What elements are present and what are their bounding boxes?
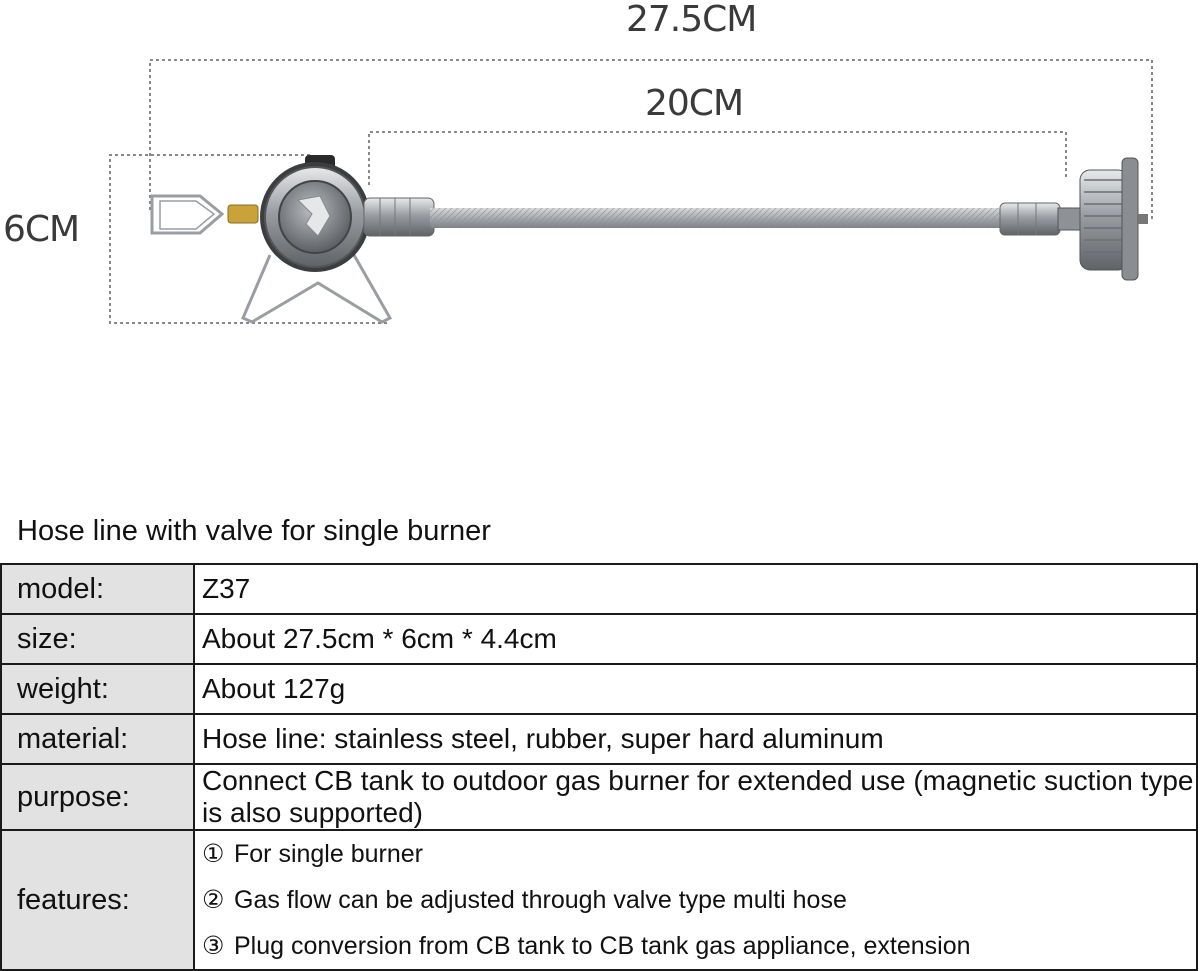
features-list xyxy=(194,830,1197,970)
spec-value: Hose line: stainless steel, rubber, super hard aluminum xyxy=(194,714,1197,764)
table-row xyxy=(1,664,1197,714)
braided-hose xyxy=(430,208,1005,228)
table-row xyxy=(1,830,1197,970)
brass-fitting xyxy=(228,205,258,223)
valve-body xyxy=(260,155,434,272)
product-illustration xyxy=(0,0,1200,480)
overall-length-label: 27.5CM xyxy=(626,0,757,40)
spec-key: model: xyxy=(1,564,194,614)
feature-number: ② xyxy=(202,885,225,914)
hanger-bracket xyxy=(152,196,222,233)
feature-text: Plug conversion from CB tank to CB tank gas appliance, extension xyxy=(234,932,971,960)
spec-value: Connect CB tank to outdoor gas burner for extended use (magnetic suction type is also supported) xyxy=(194,764,1197,830)
spec-table xyxy=(0,563,1198,971)
spec-value: About 27.5cm * 6cm * 4.4cm xyxy=(194,614,1197,664)
height-label: 6CM xyxy=(3,209,80,250)
spec-key: purpose: xyxy=(1,764,194,830)
table-row xyxy=(1,764,1197,830)
spec-key: weight: xyxy=(1,664,194,714)
table-row xyxy=(1,614,1197,664)
spec-value: Z37 xyxy=(194,564,1197,614)
tank-adapter xyxy=(1000,158,1148,280)
spec-key: features: xyxy=(1,830,194,970)
table-row xyxy=(1,714,1197,764)
feature-text: Gas flow can be adjusted through valve type multi hose xyxy=(234,886,847,914)
feature-item xyxy=(202,831,1196,877)
spec-key: size: xyxy=(1,614,194,664)
feature-item xyxy=(202,877,1196,923)
spec-value: About 127g xyxy=(194,664,1197,714)
feature-number: ③ xyxy=(202,931,225,960)
feature-number: ① xyxy=(202,839,225,868)
hose-length-label: 20CM xyxy=(645,83,744,124)
feature-item xyxy=(202,923,1196,969)
spec-title: Hose line with valve for single burner xyxy=(17,515,491,547)
spec-key: material: xyxy=(1,714,194,764)
table-row xyxy=(1,564,1197,614)
feature-text: For single burner xyxy=(234,840,423,868)
